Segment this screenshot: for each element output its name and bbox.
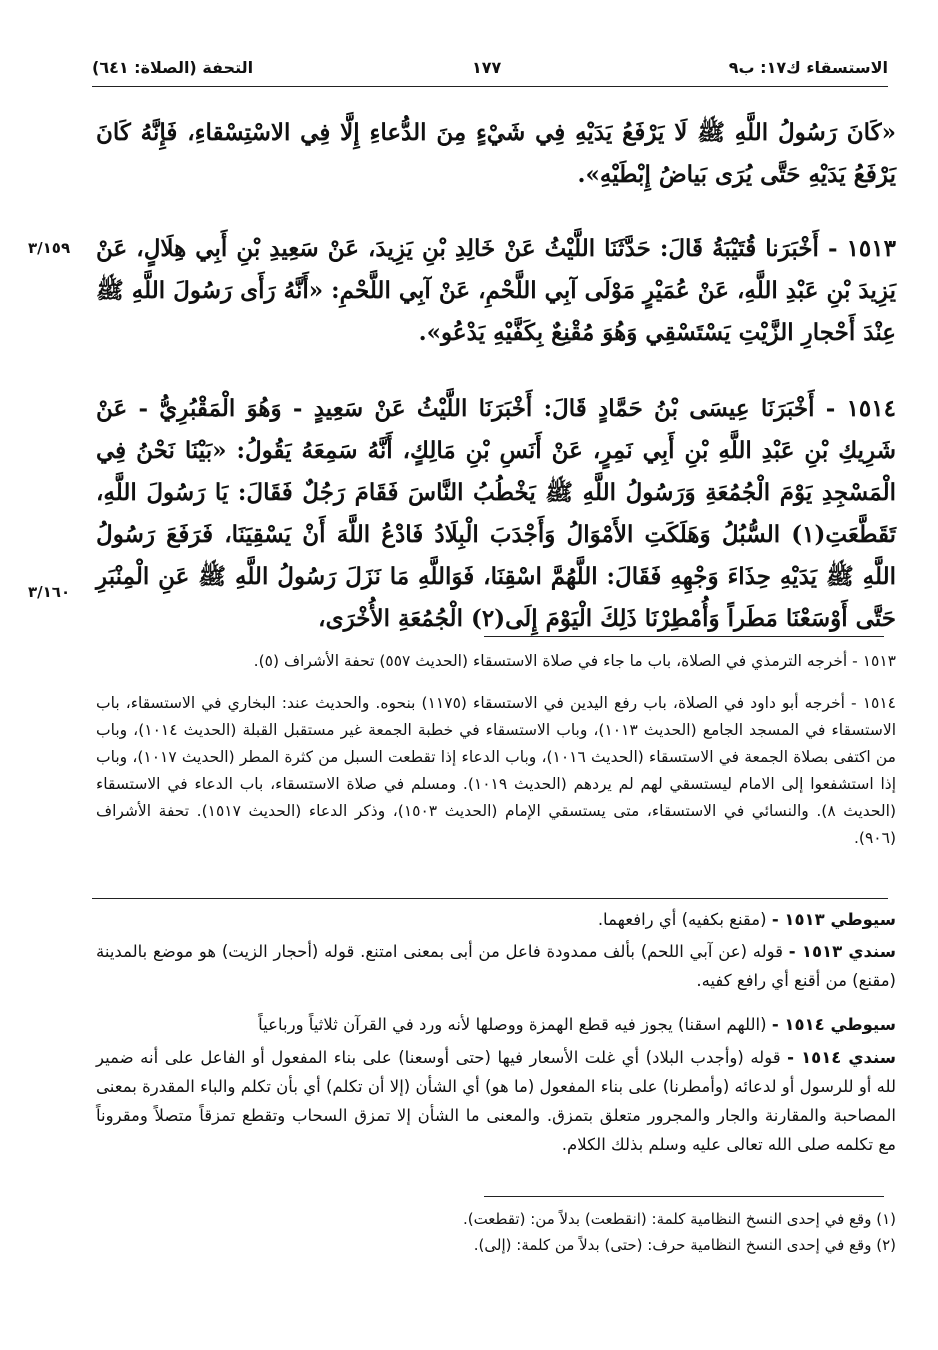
takhrij-1514: ١٥١٤ - أخرجه أبو داود في الصلاة، باب رفع اليدين في الاستسقاء (١١٧٥) بنحوه. والحديث عند: البخاري في الاستسقاء، باب الاستسقاء في المسجد الجامع (الحديث ١٠١٣)، وباب الاستسقاء في خطبة الجمعة غير مستقبل القبلة (الحديث ١٠١٤)، وباب من اكتفى بصلاة الجمعة في الاستسقاء (الحديث ١٠١٦)، وباب الدعاء إذا تقطعت السبل من كثرة المطر (الحديث ١٠١٧)، وباب إذا استشفعوا إلى الامام ليستسقي لهم لم يردهم (الحديث ١٠١٩). ومسلم في صلاة الاستسقاء، باب الدعاء في الاستسقاء (الحديث ٨). والنسائي في الاستسقاء، متى يستسقي الإمام (الحديث ١٥٠٣)، وذكر الدعاء (الحديث ١٥١٧). تحفة الأشراف (٩٠٦). bbox=[96, 694, 897, 847]
commentary-label: سيوطي ١٥١٤ - bbox=[771, 1015, 896, 1034]
takhrij-1513: ١٥١٣ - أخرجه الترمذي في الصلاة، باب ما جاء في صلاة الاستسقاء (الحديث ٥٥٧) تحفة الأشراف (٥). bbox=[253, 652, 896, 670]
commentary-text: (اللهم اسقنا) يجوز فيه قطع الهمزة ووصلها لأنه ورد في القرآن ثلاثياً ورباعياً bbox=[258, 1015, 767, 1034]
hadith-1513: ١٥١٣ - أَخْبَرَنا قُتَيْبَةُ قَالَ: حَدَّثَنَا اللَّيْثُ عَنْ خَالِدِ بْنِ يَزِيدَ، عَنْ سَعِيدِ بْنِ أَبِي هِلَالٍ، عَنْ يَزِيدَ بْنِ عَبْدِ اللَّهِ، عَنْ عُمَيْرٍ مَوْلَى آبِي اللَّحْمِ، عَنْ آبِي اللَّحْمِ: «أَنَّهُ رَأَى رَسُولَ اللَّهِ ﷺ عِنْدَ أَحْجارِ الزَّيْتِ يَسْتَسْقِي وَهُوَ مُقْنِعٌ بِكَفَّيْهِ يَدْعُو». bbox=[96, 235, 896, 346]
footnote-divider bbox=[484, 636, 884, 637]
commentary-label: سيوطي ١٥١٣ - bbox=[771, 910, 896, 929]
header-chapter: الاستسقاء ك١٧: ب٩ bbox=[728, 58, 888, 77]
header-tuhfa-ref: التحفة (الصلاة: ٦٤١) bbox=[92, 58, 254, 77]
commentary-suyuti-1514 bbox=[96, 1010, 896, 1039]
commentary-sindi-1514 bbox=[96, 1043, 896, 1159]
notes-divider bbox=[484, 1196, 884, 1197]
margin-reference: ٣/١٥٩ bbox=[28, 239, 71, 257]
header-divider bbox=[92, 86, 888, 87]
variant-note-1: (١) وقع في إحدى النسخ النظامية كلمة: (انقطعت) بدلاً من: (تقطعت). bbox=[462, 1210, 896, 1228]
commentary-text: قوله (وأجدب البلاد) أي غلت الأسعار فيها (حتى أوسعنا) على بناء المفعول أو الفاعل على أنه ضمير لله أو للرسول أو لدعائه (وأمطرنا) على بناء المفعول (ما هو) أي الشأن (إلا أن تكلم) أي بأن تكلم والباء المقدرة بمعنى المصاحبة والمقارنة والجار والمجرور متعلق بتمزق. والمعنى ما الشأن إلا تمزق السحاب وتقطع تمزقاً متصلاً ومقروناً مع تكلمه صلى الله تعالى عليه وسلم بذلك الكلام. bbox=[96, 1048, 896, 1154]
commentary-text: (مقنع بكفيه) أي رافعهما. bbox=[597, 910, 767, 929]
commentary-sindi-1513 bbox=[96, 937, 896, 995]
commentary-divider bbox=[92, 898, 888, 899]
commentary-label: سندي ١٥١٣ - bbox=[788, 942, 897, 961]
page-number: ١٧٧ bbox=[472, 58, 502, 77]
commentary-suyuti-1513 bbox=[96, 905, 896, 934]
margin-reference: ٣/١٦٠ bbox=[28, 583, 71, 601]
commentary-text: قوله (عن آبي اللحم) بألف ممدودة فاعل من أبى بمعنى امتنع. قوله (أحجار الزيت) هو موضع بالمدينة (مقنع) من أقنع أي رافع كفيه. bbox=[96, 942, 896, 990]
hadith-continuation: «كَانَ رَسُولُ اللَّهِ ﷺ لَا يَرْفَعُ يَدَيْهِ فِي شَيْءٍ مِنَ الدُّعاءِ إِلَّا فِي الاسْتِسْقاءِ، فَإِنَّهُ كَانَ يَرْفَعُ يَدَيْهِ حَتَّى يُرَى بَياضُ إِبْطَيْهِ». bbox=[96, 119, 896, 188]
variant-note-2: (٢) وقع في إحدى النسخ النظامية حرف: (حتى) بدلاً من كلمة: (إلى). bbox=[473, 1236, 896, 1254]
commentary-label: سندي ١٥١٤ - bbox=[787, 1048, 897, 1067]
hadith-1514: ١٥١٤ - أَخْبَرَنَا عِيسَى بْنُ حَمَّادٍ قَالَ: أَخْبَرَنَا اللَّيْثُ عَنْ سَعِيدٍ - وَهُوَ الْمَقْبُرِيُّ - عَنْ شَرِيكِ بْنِ عَبْدِ اللَّهِ بْنِ أَبِي نَمِرٍ، عَنْ أَنَسِ بْنِ مَالِكٍ، أَنَّهُ سَمِعَهُ يَقُولُ: «بَيْنَا نَحْنُ فِي الْمَسْجِدِ يَوْمَ الْجُمُعَةِ وَرَسُولُ اللَّهِ ﷺ يَخْطُبُ النَّاسَ فَقَامَ رَجُلٌ فَقَالَ: يَا رَسُولَ اللَّهِ، تَقَطَّعَتِ(١) السُّبُلُ وَهَلَكَتِ الأَمْوَالُ وَأَجْدَبَ الْبِلَادُ فَادْعُ اللَّهَ أَنْ يَسْقِيَنَا، فَرَفَعَ رَسُولُ اللَّهِ ﷺ يَدَيْهِ حِذَاءَ وَجْهِهِ فَقَالَ: اللَّهُمَّ اسْقِنَا، فَوَاللَّهِ مَا نَزَلَ رَسُولُ اللَّهِ ﷺ عَنِ الْمِنْبَرِ حَتَّى أَوْسَعْنَا مَطَراً وَأُمْطِرْنَا ذَلِكَ الْيَوْمَ إِلَى(٢) الْجُمُعَةِ الأُخْرَى، bbox=[96, 395, 896, 632]
page-header bbox=[92, 52, 888, 86]
